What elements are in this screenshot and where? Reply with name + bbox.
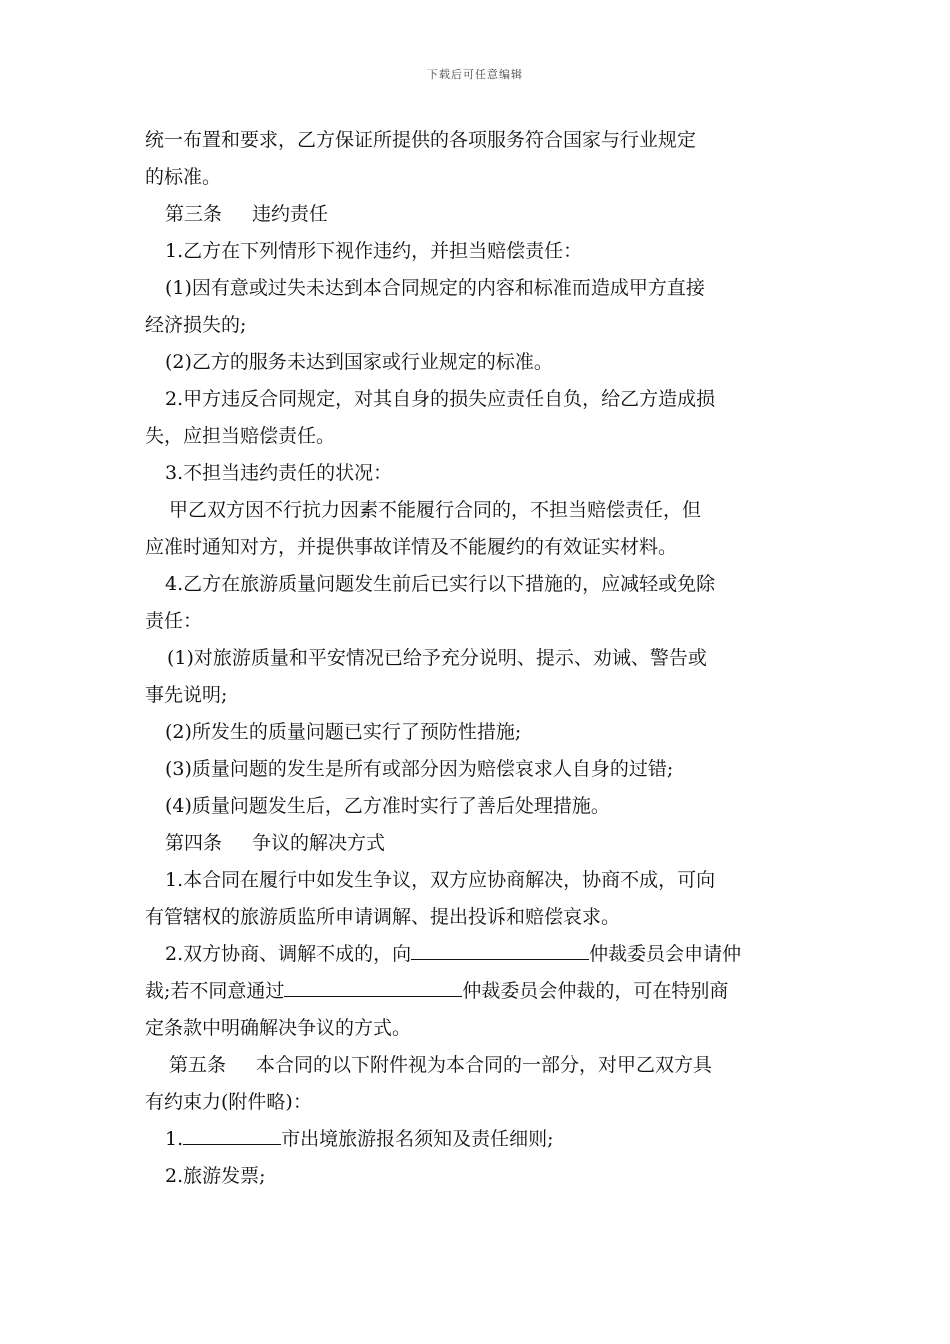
paragraph-line: 2.甲方违反合同规定，对其自身的损失应责任自负，给乙方造成损: [165, 388, 716, 410]
paragraph-line: 统一布置和要求，乙方保证所提供的各项服务符合国家与行业规定: [145, 129, 697, 151]
paragraph-line: (3)质量问题的发生是所有或部分因为赔偿哀求人自身的过错;: [165, 758, 674, 780]
paragraph-line: [145, 1121, 810, 1158]
article-number: 第四条: [165, 832, 223, 854]
paragraph-line: 定条款中明确解决争议的方式。: [145, 1017, 412, 1039]
line-text: 1.: [165, 1128, 184, 1150]
article-number: 第五条: [169, 1054, 227, 1076]
paragraph-line: [145, 973, 810, 1010]
line-text: 市出境旅游报名须知及责任细则;: [281, 1128, 554, 1150]
article-3-heading: [145, 196, 810, 233]
fill-in-blank: [411, 941, 589, 960]
article-text: 本合同的以下附件视为本合同的一部分，对甲乙双方具: [256, 1054, 713, 1076]
line-text: 裁;若不同意通过: [145, 980, 285, 1002]
article-title: 违约责任: [252, 203, 329, 225]
paragraph-line: 有管辖权的旅游质监所申请调解、提出投诉和赔偿哀求。: [145, 906, 621, 928]
article-5-heading: [145, 1047, 810, 1084]
paragraph-line: 的标准。: [145, 166, 222, 188]
paragraph-line: (1)因有意或过失未达到本合同规定的内容和标准而造成甲方直接: [165, 277, 705, 299]
paragraph-line: 3.不担当违约责任的状况：: [165, 462, 393, 484]
paragraph-line: (2)乙方的服务未达到国家或行业规定的标准。: [165, 351, 553, 373]
paragraph-line: 应准时通知对方，并提供事故详情及不能履约的有效证实材料。: [145, 536, 678, 558]
fill-in-blank: [183, 1126, 281, 1145]
paragraph-line: 经济损失的;: [145, 314, 247, 336]
document-body: [145, 122, 810, 1195]
paragraph-line: 失，应担当赔偿责任。: [145, 425, 336, 447]
article-4-heading: [145, 825, 810, 862]
paragraph-line: 甲乙双方因不行抗力因素不能履行合同的，不担当赔偿责任，但: [169, 499, 702, 521]
paragraph-line: 2.旅游发票;: [165, 1165, 266, 1187]
line-text: 仲裁委员会申请仲: [589, 943, 742, 965]
paragraph-line: 责任：: [145, 610, 203, 632]
line-text: 仲裁委员会仲裁的，可在特别商: [462, 980, 729, 1002]
article-number: 第三条: [165, 203, 223, 225]
page-header: 下载后可任意编辑: [427, 68, 523, 81]
fill-in-blank: [284, 978, 462, 997]
line-text: 2.双方协商、调解不成的，向: [165, 943, 412, 965]
paragraph-line: (2)所发生的质量问题已实行了预防性措施;: [165, 721, 522, 743]
paragraph-line: [145, 936, 810, 973]
paragraph-line: 1.本合同在履行中如发生争议，双方应协商解决，协商不成，可向: [165, 869, 716, 891]
paragraph-line: 1.乙方在下列情形下视作违约，并担当赔偿责任：: [165, 240, 583, 262]
paragraph-line: (4)质量问题发生后，乙方准时实行了善后处理措施。: [165, 795, 610, 817]
paragraph-line: (1)对旅游质量和平安情况已给予充分说明、提示、劝诫、警告或: [167, 647, 707, 669]
article-title: 争议的解决方式: [252, 832, 386, 854]
paragraph-line: 事先说明;: [145, 684, 228, 706]
paragraph-line: 4.乙方在旅游质量问题发生前后已实行以下措施的，应减轻或免除: [165, 573, 716, 595]
paragraph-line: 有约束力(附件略)：: [145, 1091, 312, 1113]
